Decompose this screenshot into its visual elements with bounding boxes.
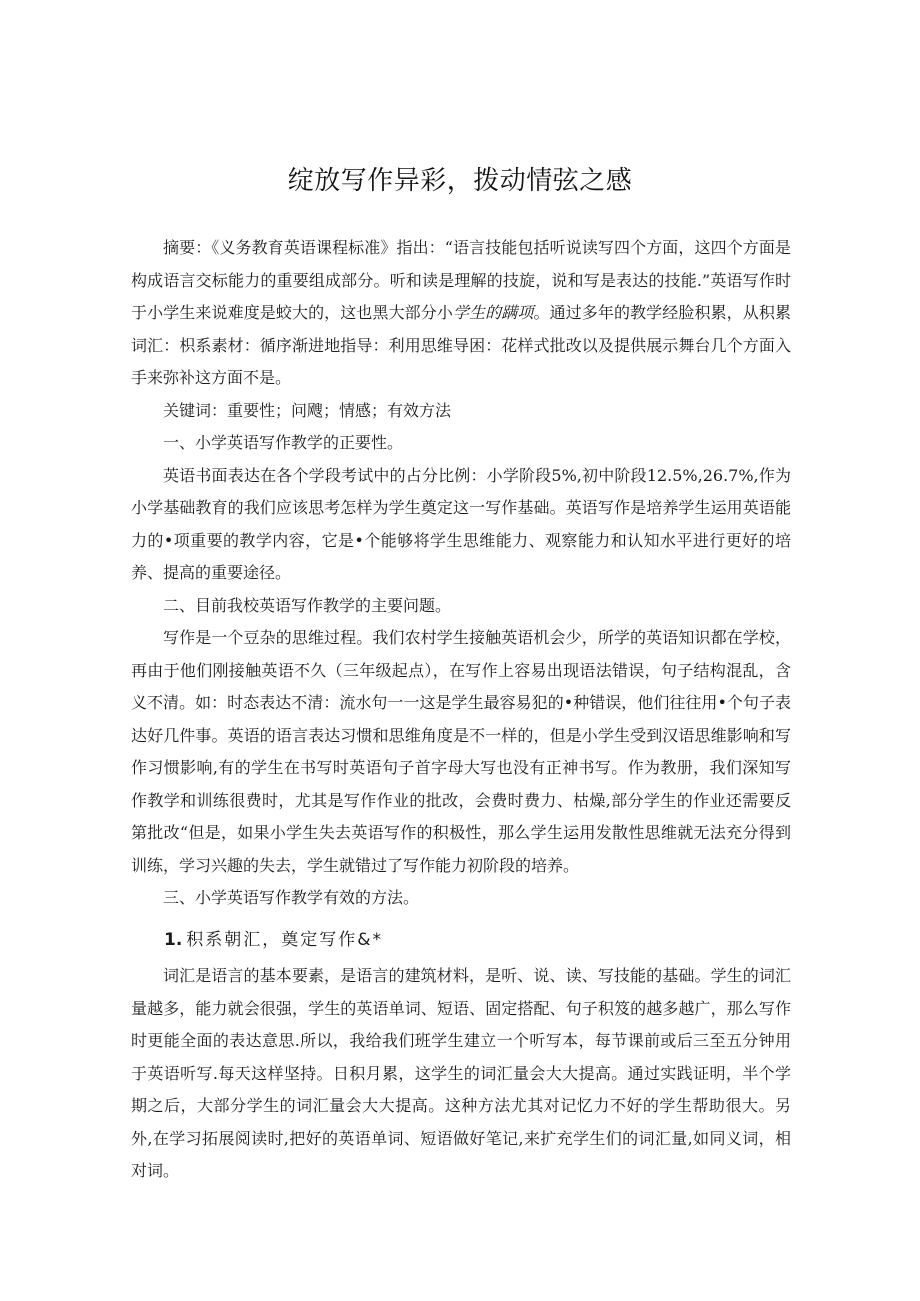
- section-3-heading: 三、小学英语写作教学有效的方法。: [163, 888, 420, 907]
- abstract-text-italic: 学生的蹒项: [452, 303, 534, 322]
- section-2-heading: 二、目前我校英语写作教学的主要问题。: [163, 595, 452, 615]
- subheading-number: 1.: [164, 930, 183, 950]
- document-body-upper: [131, 232, 791, 915]
- abstract-text-start: 摘要：《义务教育英语课程标准》指出：“语言技能包括听说读写四个方面，这四个方面是构成语言交标能力的重要组成部分。听和读是理解的技旋，说和写是表达的技能.”英语写作时于小学生来说难度是蛟大的，这也黑大部分小: [131, 238, 791, 322]
- abstract-text-end: 。通过多年的教学经脸积累，从积累词汇：枳系素材：循序渐进地指导：利用思维导困：花样式批改以及提供展示舞台几个方面入手来弥补这方面不是。: [131, 303, 791, 387]
- document-title: 绽放写作异彩，拨动情弦之感: [287, 166, 633, 196]
- section-2-paragraph: 写作是一个豆杂的思维过程。我们农村学生接触英语机会少，所学的英语知识都在学校，再由于他们刚接触英语不久（三年级起点），在写作上容易出现语法错误，句子结构混乱，含义不清。如：时态表达不清：流水句一一这是学生最容易犯的•种错误，他们往往用•个句子表达好几件事。英语的语言表达习惯和思维角度是不一样的，但是小学生受到汉语思维影响和写作习惯影响,有的学生在书写时英语句子首字母大写也没有正神书写。作为教册，我们深知写作教学和训练很费时，尤其是写作作业的批改，会费时费力、枯燥,部分学生的作业还需要反第批改“但是，如果小学生失去英语写作的积极性，那么学生运用发散性思维就无法充分得到训练，学习兴趣的失去，学生就错过了写作能力初阶段的培养。: [131, 628, 791, 875]
- section-3-paragraph: 词汇是语言的基本要素，是语言的建筑材料，是听、说、读、写技能的基础。学生的词汇量越多，能力就会很强，学生的英语单词、短语、固定搭配、句子积笈的越多越广，那么写作时更能全面的表达意思.所以，我给我们班学生建立一个听写本，每节课前或后三至五分钟用于英语听写.每天这样坚持。日积月累，这学生的词汇量会大大提高。通过实践证明，半个学期之后，大部分学生的词汇量会大大提高。这种方法尤其对记忆力不好的学生帮助很大。另外,在学习拓展阅读时,把好的英语单词、短语做好笔记,来扩充学生们的词汇量,如同义词，相对词。: [131, 966, 791, 1180]
- document-body-lower: [131, 960, 791, 1188]
- section-3-subheading: [164, 925, 383, 955]
- section-1-paragraph: 英语书面表达在各个学段考试中的占分比例：小学阶段5%,初中阶段12.5%,26.7%,作为小学基础教育的我们应该思考怎样为学生奠定这一写作基础。英语写作是培养学生运用英语能力的•项重要的教学内容，它是•个能够将学生思维能力、观察能力和认知水平进行更好的培养、提高的重要途径。: [131, 465, 791, 582]
- section-1-heading: 一、小学英语写作教学的正要性。: [163, 433, 404, 452]
- subheading-text: 积系朝汇，奠定写作&*: [186, 930, 384, 950]
- abstract-paragraph: [131, 232, 791, 395]
- keywords-line: 关键词：重要性；问飕；情感；有效方法: [163, 400, 452, 420]
